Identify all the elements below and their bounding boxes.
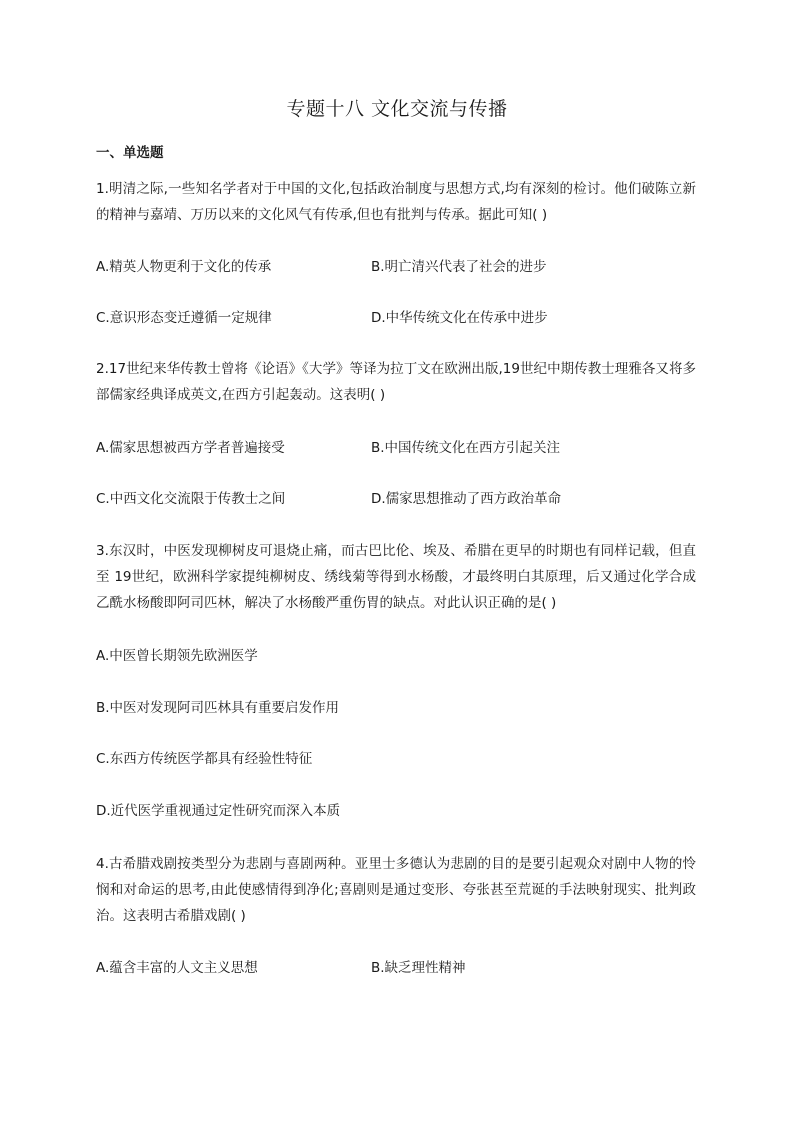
question-3-stem: 3.东汉时，中医发现柳树皮可退烧止痛，而古巴比伦、埃及、希腊在更早的时期也有同样记载，但直至 19世纪，欧洲科学家提纯柳树皮、绣线菊等得到水杨酸，才最终明白其原理，后又通过化学合成乙酰水杨酸即阿司匹林，解决了水杨酸严重伤胃的缺点。对此认识正确的是( )	[96, 543, 696, 611]
section-heading: 一、单选题	[96, 145, 164, 161]
question-1-option-c: C.意识形态变迁遵循一定规律	[96, 310, 272, 326]
question-2-option-c: C.中西文化交流限于传教士之间	[96, 491, 286, 507]
question-3-option-c: C.东西方传统医学都具有经验性特征	[96, 751, 313, 767]
question-3-option-b: B.中医对发现阿司匹林具有重要启发作用	[96, 700, 340, 716]
question-4-option-b: B.缺乏理性精神	[371, 960, 466, 976]
question-2-option-a: A.儒家思想被西方学者普遍接受	[96, 440, 285, 456]
question-1-option-b: B.明亡清兴代表了社会的进步	[371, 259, 547, 275]
question-1-stem: 1.明清之际,一些知名学者对于中国的文化,包括政治制度与思想方式,均有深刻的检讨。他们破陈立新的精神与嘉靖、万历以来的文化风气有传承,但也有批判与传承。据此可知( )	[96, 181, 696, 223]
question-2-option-b: B.中国传统文化在西方引起关注	[371, 440, 561, 456]
question-4-stem: 4.古希腊戏剧按类型分为悲剧与喜剧两种。亚里士多德认为悲剧的目的是要引起观众对剧中人物的怜悯和对命运的思考,由此使感情得到净化;喜剧则是通过变形、夸张甚至荒诞的手法映射现实、批判政治。这表明古希腊戏剧( )	[96, 856, 696, 924]
question-1-option-d: D.中华传统文化在传承中进步	[371, 310, 548, 326]
question-3-option-d: D.近代医学重视通过定性研究而深入本质	[96, 803, 341, 819]
question-2-option-d: D.儒家思想推动了西方政治革命	[371, 491, 562, 507]
question-4-option-a: A.蕴含丰富的人文主义思想	[96, 960, 258, 976]
question-2-stem: 2.17世纪来华传教士曾将《论语》《大学》等译为拉丁文在欧洲出版,19世纪中期传教士理雅各又将多部儒家经典译成英文,在西方引起轰动。这表明( )	[96, 361, 696, 403]
page-title: 专题十八 文化交流与传播	[286, 98, 508, 120]
question-1-option-a: A.精英人物更利于文化的传承	[96, 259, 272, 275]
question-3-option-a: A.中医曾长期领先欧洲医学	[96, 648, 258, 664]
